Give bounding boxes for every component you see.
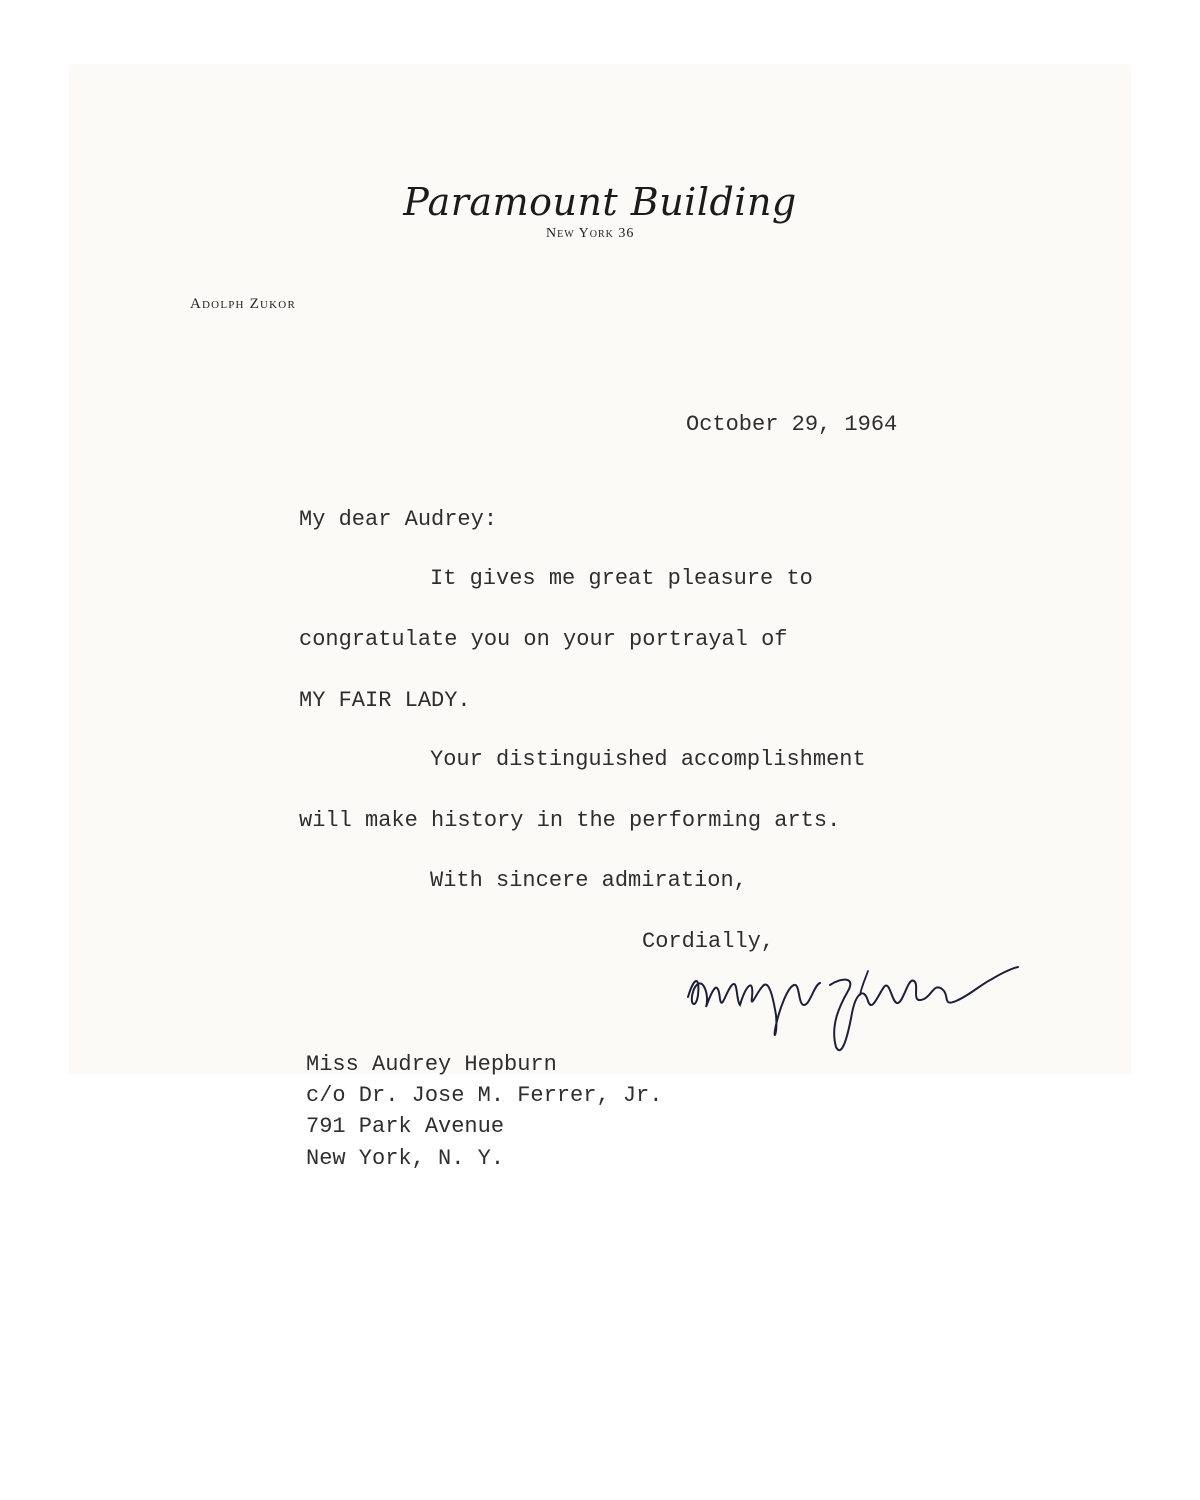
closing: Cordially,	[642, 929, 775, 954]
body-line-6: With sincere admiration,	[430, 868, 747, 893]
letter-date: October 29, 1964	[686, 412, 898, 437]
body-line-1: It gives me great pleasure to	[430, 566, 813, 591]
letterhead-title: Paramount Building	[403, 180, 797, 224]
handwritten-signature	[680, 955, 1040, 1065]
letterhead-city: New York 36	[546, 226, 635, 241]
body-line-5: will make history in the performing arts.	[299, 808, 841, 833]
salutation: My dear Audrey:	[299, 507, 498, 532]
address-line-2: c/o Dr. Jose M. Ferrer, Jr.	[306, 1083, 663, 1108]
body-line-3: MY FAIR LADY.	[299, 688, 471, 713]
address-line-4: New York, N. Y.	[306, 1146, 505, 1171]
body-line-4: Your distinguished accomplishment	[430, 747, 866, 772]
address-line-3: 791 Park Avenue	[306, 1114, 505, 1139]
address-line-1: Miss Audrey Hepburn	[306, 1052, 557, 1077]
sender-name: Adolph Zukor	[190, 296, 296, 312]
body-line-2: congratulate you on your portrayal of	[299, 627, 788, 652]
